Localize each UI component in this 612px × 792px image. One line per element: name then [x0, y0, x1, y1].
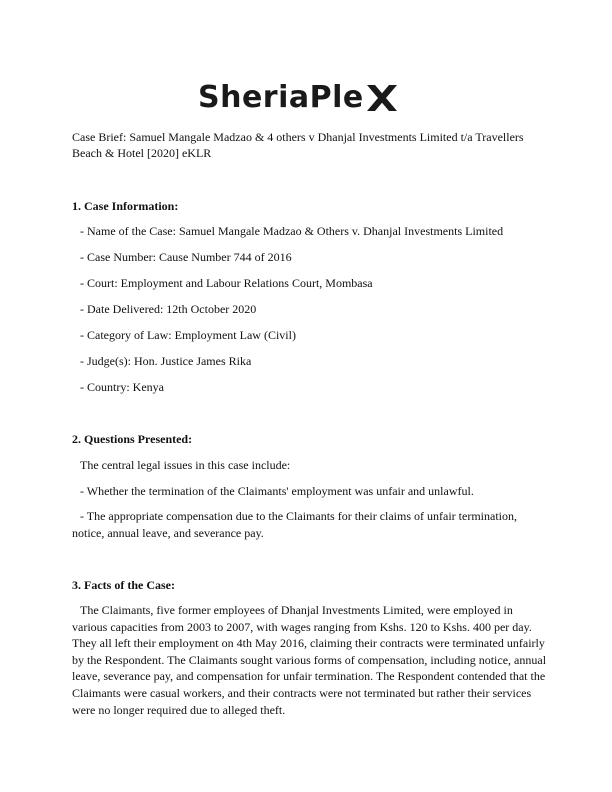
- section-heading-case-information: 1. Case Information:: [72, 199, 179, 213]
- sheriaplex-logo: [198, 80, 414, 116]
- case-info-item: - Category of Law: Employment Law (Civil): [80, 328, 296, 342]
- facts-paragraph: The Claimants, five former employees of Dhanjal Investments Limited, were employed in various capacities from 2003 to 2007, with wages ranging from Kshs. 120 to Kshs. 400 per day. They all left their employment on 4th May 2016, claiming their contracts were terminated unfairly by the Respondent. The Claimants sought various forms of compensation, including notice, annual leave, severance pay, and compensation for unfair termination. The Respondent contended that the Claimants were casual workers, and their contracts were not terminated but rather their services were no longer required due to alleged theft.: [72, 603, 547, 717]
- case-info-item: - Case Number: Cause Number 744 of 2016: [80, 250, 292, 264]
- section-heading-questions-presented: 2. Questions Presented:: [72, 432, 193, 446]
- logo-text: SheriaPle: [198, 80, 364, 115]
- case-info-item: - Country: Kenya: [80, 380, 164, 394]
- case-info-item: - Judge(s): Hon. Justice James Rika: [80, 354, 252, 368]
- case-info-item: - Date Delivered: 12th October 2020: [80, 302, 257, 316]
- question-item: - The appropriate compensation due to the Claimants for their claims of unfair termination, notice, annual leave, and severance pay.: [72, 509, 517, 540]
- case-info-item: - Court: Employment and Labour Relations Court, Mombasa: [80, 276, 373, 290]
- case-info-item: - Name of the Case: Samuel Mangale Madzao & Others v. Dhanjal Investments Limited: [80, 224, 504, 238]
- questions-intro: The central legal issues in this case include:: [80, 458, 291, 472]
- x-mark-icon: [365, 83, 399, 113]
- section-heading-facts: 3. Facts of the Case:: [72, 578, 175, 592]
- case-brief-title: Case Brief: Samuel Mangale Madzao & 4 others v Dhanjal Investments Limited t/a Travellers Beach & Hotel [2020] eKLR: [72, 130, 524, 160]
- question-item: - Whether the termination of the Claimants' employment was unfair and unlawful.: [80, 484, 474, 498]
